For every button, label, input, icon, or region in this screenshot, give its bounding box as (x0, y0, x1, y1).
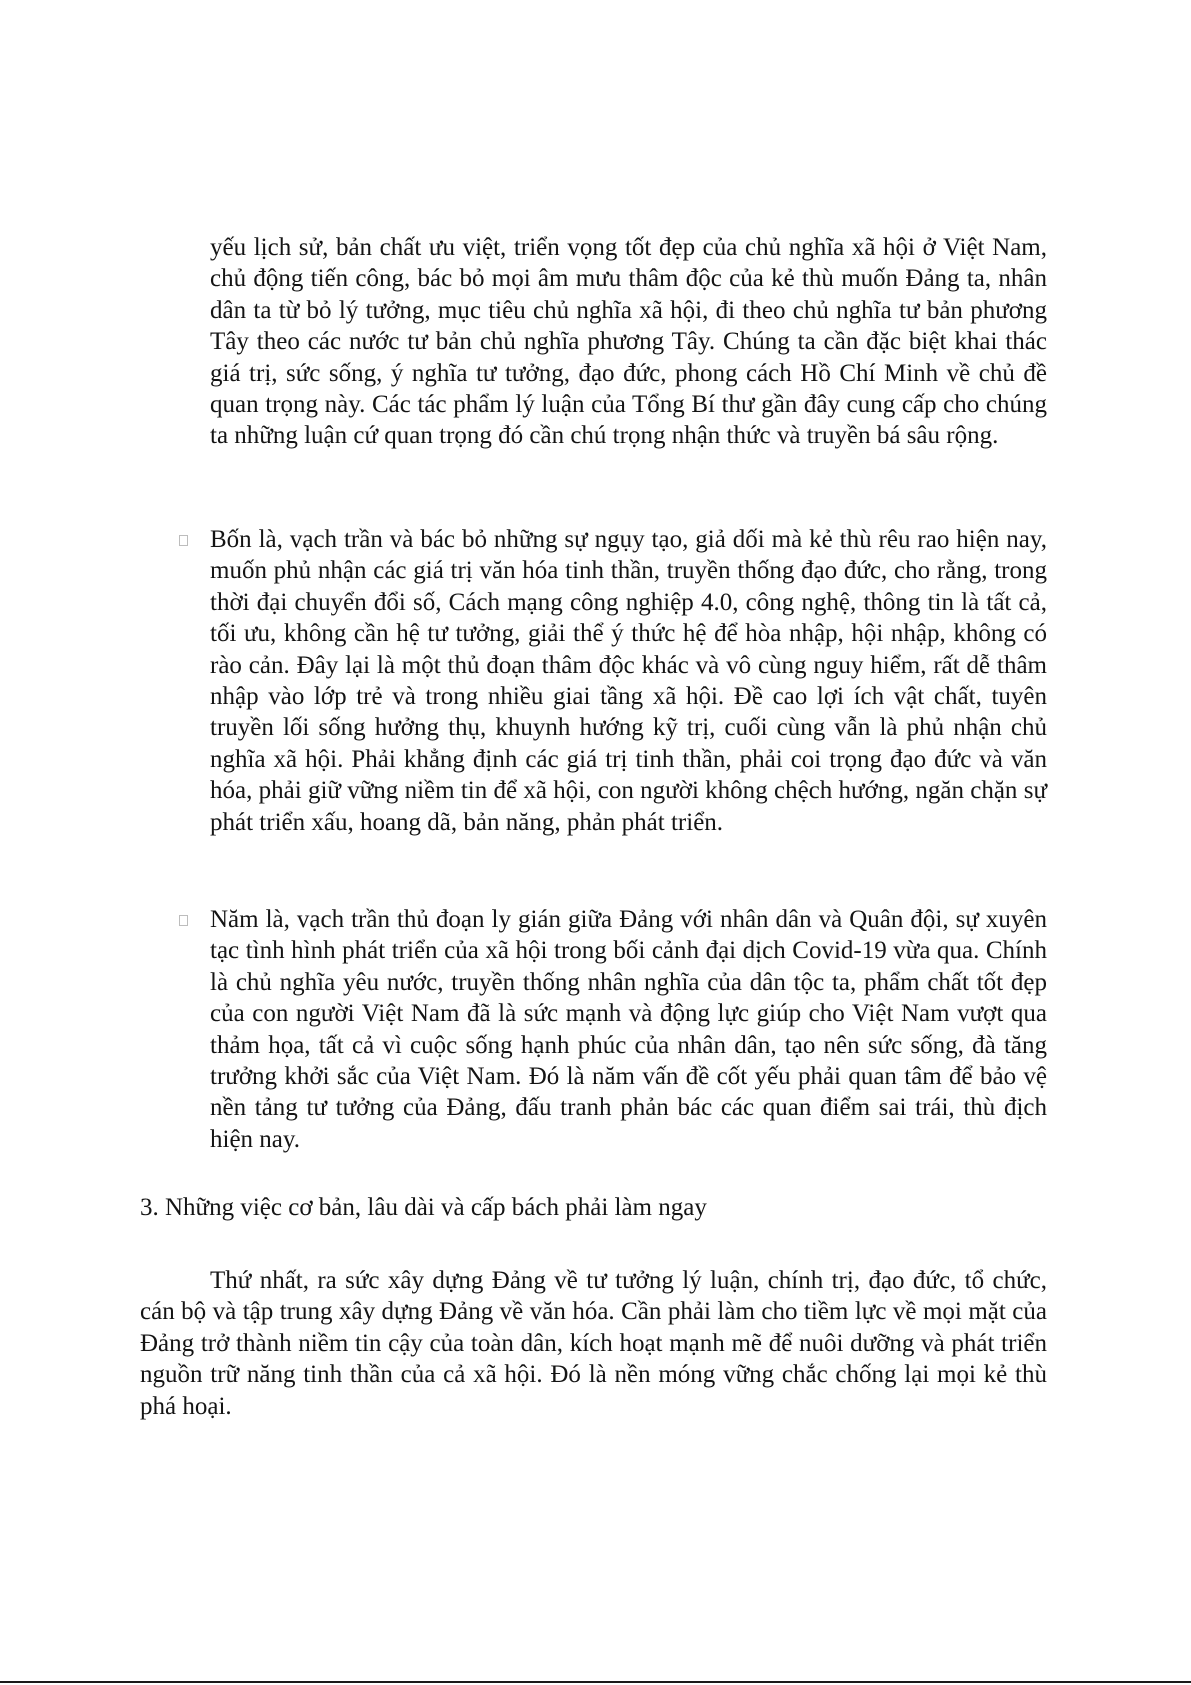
page-bottom-rule (0, 1681, 1191, 1683)
bullet-box-icon (179, 915, 188, 926)
section-heading: 3. Những việc cơ bản, lâu dài và cấp bách phải làm ngay (140, 1194, 707, 1221)
bullet-item-five (210, 904, 1047, 1155)
bullet-text: Bốn là, vạch trần và bác bỏ những sự ngụy tạo, giả dối mà kẻ thù rêu rao hiện nay, muốn phủ nhận các giá trị văn hóa tinh thần, truyền thống đạo đức, cho rằng, trong thời đại chuyển đổi số, Cách mạng công nghiệp 4.0, công nghệ, thông tin là tất cả, tối ưu, không cần hệ tư tưởng, giải thể ý thức hệ để hòa nhập, hội nhập, không có rào cản. Đây lại là một thủ đoạn thâm độc khác và vô cùng nguy hiểm, rất dễ thâm nhập vào lớp trẻ và trong nhiều giai tầng xã hội. Đề cao lợi ích vật chất, tuyên truyền lối sống hưởng thụ, khuynh hướng kỹ trị, cuối cùng vẫn là phủ nhận chủ nghĩa xã hội. Phải khẳng định các giá trị tinh thần, phải coi trọng đạo đức và văn hóa, phải giữ vững niềm tin để xã hội, con người không chệch hướng, ngăn chặn sự phát triển xấu, hoang dã, bản năng, phản phát triển. (210, 526, 1047, 836)
bullet-text: Năm là, vạch trần thủ đoạn ly gián giữa Đảng với nhân dân và Quân đội, sự xuyên tạc tình hình phát triển của xã hội trong bối cảnh đại dịch Covid-19 vừa qua. Chính là chủ nghĩa yêu nước, truyền thống nhân nghĩa của dân tộc ta, phẩm chất tốt đẹp của con người Việt Nam đã là sức mạnh và động lực giúp cho Việt Nam vượt qua thảm họa, tất cả vì cuộc sống hạnh phúc của nhân dân, tạo nên sức sống, đà tăng trưởng khởi sắc của Việt Nam. Đó là năm vấn đề cốt yếu phải quan tâm để bảo vệ nền tảng tư tưởng của Đảng, đấu tranh phản bác các quan điểm sai trái, thù địch hiện nay. (210, 906, 1047, 1153)
section-paragraph: Thứ nhất, ra sức xây dựng Đảng về tư tưởng lý luận, chính trị, đạo đức, tổ chức, cán bộ và tập trung xây dựng Đảng về văn hóa. Cần phải làm cho tiềm lực về mọi mặt của Đảng trở thành niềm tin cậy của toàn dân, kích hoạt mạnh mẽ để nuôi dưỡng và phát triển nguồn trữ năng tinh thần của cả xã hội. Đó là nền móng vững chắc chống lại mọi kẻ thù phá hoại. (140, 1267, 1047, 1420)
bullet-box-icon (179, 535, 188, 546)
bullet-item-four (210, 524, 1047, 838)
continuation-paragraph: yếu lịch sử, bản chất ưu việt, triển vọng tốt đẹp của chủ nghĩa xã hội ở Việt Nam, chủ động tiến công, bác bỏ mọi âm mưu thâm độc của kẻ thù muốn Đảng ta, nhân dân ta từ bỏ lý tưởng, mục tiêu chủ nghĩa xã hội, đi theo chủ nghĩa tư bản phương Tây theo các nước tư bản chủ nghĩa phương Tây. Chúng ta cần đặc biệt khai thác giá trị, sức sống, ý nghĩa tư tưởng, đạo đức, phong cách Hồ Chí Minh về chủ đề quan trọng này. Các tác phẩm lý luận của Tổng Bí thư gần đây cung cấp cho chúng ta những luận cứ quan trọng đó cần chú trọng nhận thức và truyền bá sâu rộng. (210, 234, 1047, 450)
